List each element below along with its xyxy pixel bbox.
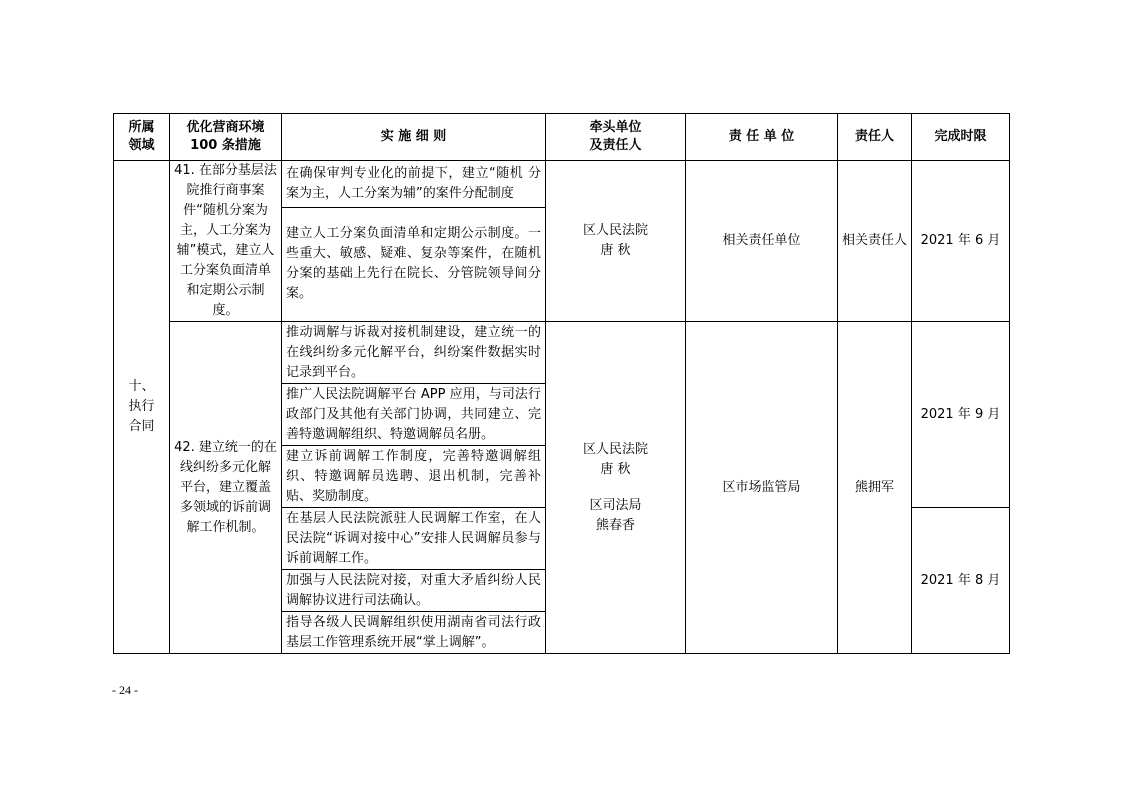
- responsible-person-42: 熊拥军: [838, 322, 912, 654]
- detail-42-5: 加强与人民法院对接，对重大矛盾纠纷人民调解协议进行司法确认。: [282, 570, 546, 612]
- header-responsible-unit: 责 任 单 位: [686, 114, 838, 161]
- measures-table: [113, 113, 1010, 654]
- area-cell: 十、 执行 合同: [114, 161, 170, 654]
- lead-unit: 区司法局: [589, 497, 642, 513]
- header-lead-unit: 牵头单位 及责任人: [546, 114, 686, 161]
- deadline-42-a: 2021 年 9 月: [912, 322, 1010, 508]
- detail-41-1: 在确保审判专业化的前提下，建立“随机 分案为主，人工分案为辅”的案件分配制度: [282, 161, 546, 208]
- table-row: [114, 322, 1010, 384]
- deadline-42-b: 2021 年 8 月: [912, 508, 1010, 654]
- measure-42: 42. 建立统一的在线纠纷多元化解平台，建立覆盖多领域的诉前调解工作机制。: [170, 322, 282, 654]
- lead-person: 熊春香: [595, 517, 635, 533]
- lead-unit: 区人民法院: [582, 223, 648, 238]
- detail-42-4: 在基层人民法院派驻人民调解工作室，在人民法院“诉调对接中心”安排人民调解员参与诉前调解工作。: [282, 508, 546, 570]
- responsible-unit-41: 相关责任单位: [686, 161, 838, 322]
- deadline-41: 2021 年 6 月: [912, 161, 1010, 322]
- lead-unit: 区人民法院: [582, 441, 648, 457]
- lead-person: 唐 秋: [600, 461, 631, 477]
- header-area: 所属 领域: [114, 114, 170, 161]
- detail-42-6: 指导各级人民调解组织使用湖南省司法行政基层工作管理系统开展“掌上调解”。: [282, 612, 546, 654]
- lead-41: [546, 161, 686, 322]
- header-responsible-person: 责任人: [838, 114, 912, 161]
- detail-42-1: 推动调解与诉裁对接机制建设，建立统一的在线纠纷多元化解平台，纠纷案件数据实时记录到平台。: [282, 322, 546, 384]
- responsible-person-41: 相关责任人: [838, 161, 912, 322]
- table-row: [114, 161, 1010, 208]
- page-number: - 24 -: [112, 683, 138, 697]
- detail-42-2: 推广人民法院调解平台 APP 应用，与司法行政部门及其他有关部门协调，共同建立、完善特邀调解组织、特邀调解员名册。: [282, 384, 546, 446]
- lead-person: 唐 秋: [600, 243, 631, 258]
- header-measure: 优化营商环境 100 条措施: [170, 114, 282, 161]
- measure-41: 41. 在部分基层法院推行商事案件“随机分案为主，人工分案为辅”模式，建立人工分案负面清单和定期公示制度。: [170, 161, 282, 322]
- header-deadline: 完成时限: [912, 114, 1010, 161]
- detail-42-3: 建立诉前调解工作制度，完善特邀调解组织、特邀调解员选聘、退出机制，完善补贴、奖励制度。: [282, 446, 546, 508]
- lead-42: [546, 322, 686, 654]
- header-details: 实 施 细 则: [282, 114, 546, 161]
- responsible-unit-42: 区市场监管局: [686, 322, 838, 654]
- header-row: [114, 114, 1010, 161]
- detail-41-2: 建立人工分案负面清单和定期公示制度。一些重大、敏感、疑难、复杂等案件，在随机分案的基础上先行在院长、分管院领导间分案。: [282, 207, 546, 321]
